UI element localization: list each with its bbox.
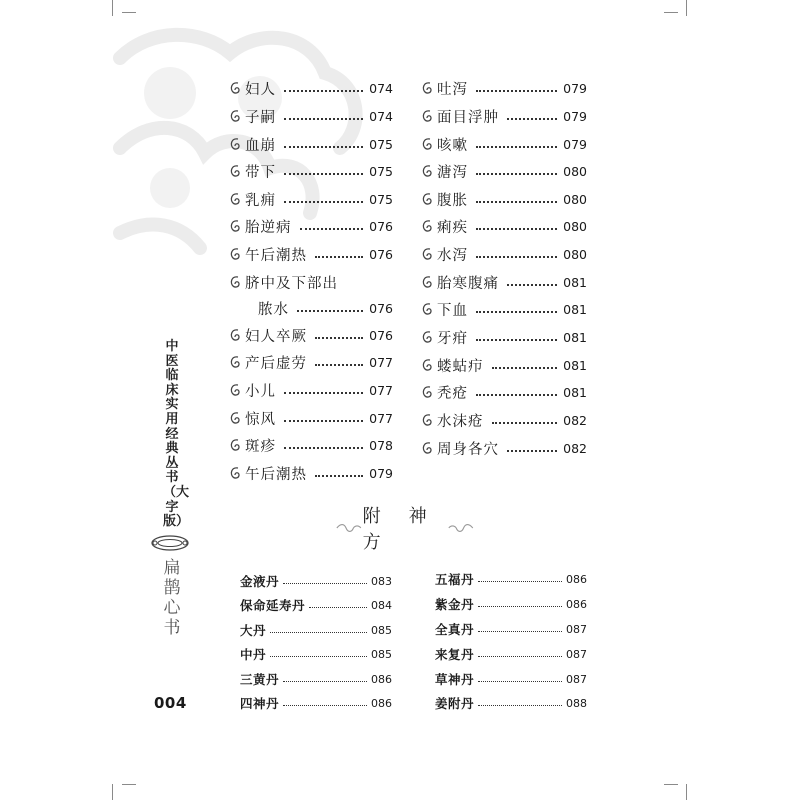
scroll-icon bbox=[228, 383, 242, 397]
toc-entry bbox=[420, 410, 587, 430]
appendix-title: 保命延寿丹 bbox=[240, 598, 306, 613]
appendix-entry bbox=[240, 621, 392, 639]
cloud-emblem-icon bbox=[150, 534, 190, 552]
appendix-title-text: 附 神方 bbox=[362, 506, 432, 553]
toc-page: 075 bbox=[369, 163, 393, 179]
scroll-icon bbox=[420, 219, 434, 233]
toc-title: 咳嗽 bbox=[437, 137, 468, 154]
toc-title: 水泻 bbox=[437, 247, 468, 264]
toc-entry bbox=[420, 189, 587, 209]
dot-leader bbox=[476, 339, 557, 341]
scroll-icon bbox=[420, 247, 434, 261]
toc-page: 080 bbox=[563, 246, 587, 262]
dot-leader bbox=[284, 90, 363, 92]
toc-title: 腹胀 bbox=[437, 192, 468, 209]
toc-title: 脐中及下部出 bbox=[245, 275, 338, 292]
toc-entry bbox=[228, 216, 393, 236]
dot-leader bbox=[507, 118, 557, 120]
toc-entry bbox=[228, 244, 393, 264]
appendix-title: 姜附丹 bbox=[435, 696, 475, 711]
toc-title: 吐泻 bbox=[437, 81, 468, 98]
toc-entry bbox=[228, 408, 393, 428]
dot-leader bbox=[476, 228, 557, 230]
dot-leader bbox=[478, 656, 562, 657]
dot-leader bbox=[507, 450, 557, 452]
toc-entry bbox=[228, 106, 393, 126]
scroll-icon bbox=[420, 81, 434, 95]
toc-title: 乳痈 bbox=[245, 192, 276, 209]
toc-title: 脓水 bbox=[258, 301, 289, 318]
toc-entry bbox=[228, 161, 393, 181]
toc-entry bbox=[228, 380, 393, 400]
toc-title: 小儿 bbox=[245, 383, 276, 400]
appendix-title: 中丹 bbox=[240, 647, 267, 662]
toc-entry bbox=[420, 106, 587, 126]
dot-leader bbox=[478, 606, 562, 607]
scroll-icon bbox=[228, 411, 242, 425]
dot-leader bbox=[283, 705, 367, 706]
dot-leader bbox=[270, 656, 367, 657]
toc-page: 076 bbox=[369, 218, 393, 234]
dot-leader bbox=[507, 284, 557, 286]
toc-page: 078 bbox=[369, 437, 393, 453]
appendix-heading bbox=[335, 506, 475, 553]
appendix-title: 紫金丹 bbox=[435, 597, 475, 612]
appendix-entry bbox=[435, 595, 587, 613]
dot-leader bbox=[476, 201, 557, 203]
dot-leader bbox=[476, 90, 557, 92]
dot-leader bbox=[315, 256, 363, 258]
toc-entry bbox=[420, 244, 587, 264]
toc-page: 077 bbox=[369, 354, 393, 370]
appendix-title: 三黄丹 bbox=[240, 672, 280, 687]
scroll-icon bbox=[420, 275, 434, 289]
appendix-page: 085 bbox=[371, 647, 392, 661]
toc-entry bbox=[228, 352, 393, 372]
toc-entry bbox=[420, 382, 587, 402]
toc-title: 午后潮热 bbox=[245, 466, 307, 483]
appendix-page: 087 bbox=[566, 622, 587, 636]
dot-leader bbox=[284, 420, 363, 422]
toc-entry bbox=[420, 216, 587, 236]
dot-leader bbox=[476, 256, 557, 258]
toc-title: 血崩 bbox=[245, 137, 276, 154]
toc-page: 081 bbox=[563, 301, 587, 317]
dot-leader bbox=[476, 394, 557, 396]
scroll-icon bbox=[420, 137, 434, 151]
toc-title: 惊风 bbox=[245, 411, 276, 428]
toc-title: 带下 bbox=[245, 164, 276, 181]
toc-entry bbox=[228, 435, 393, 455]
dot-leader bbox=[492, 367, 558, 369]
dot-leader bbox=[315, 337, 363, 339]
toc-page: 080 bbox=[563, 191, 587, 207]
toc-page: 076 bbox=[369, 327, 393, 343]
toc-entry bbox=[420, 78, 587, 98]
toc-title: 牙疳 bbox=[437, 330, 468, 347]
toc-title: 痢疾 bbox=[437, 219, 468, 236]
toc-page: 081 bbox=[563, 274, 587, 290]
toc-title: 子嗣 bbox=[245, 109, 276, 126]
appendix-page: 083 bbox=[371, 574, 392, 588]
toc-page: 075 bbox=[369, 136, 393, 152]
appendix-title: 全真丹 bbox=[435, 622, 475, 637]
toc-entry bbox=[228, 272, 393, 292]
dot-leader bbox=[476, 173, 557, 175]
toc-title: 周身各穴 bbox=[437, 441, 499, 458]
toc-title: 溏泻 bbox=[437, 164, 468, 181]
appendix-page: 086 bbox=[566, 597, 587, 611]
appendix-entry bbox=[240, 596, 392, 614]
toc-page: 079 bbox=[563, 136, 587, 152]
toc-entry bbox=[228, 78, 393, 98]
toc-title: 斑疹 bbox=[245, 438, 276, 455]
scroll-icon bbox=[420, 164, 434, 178]
dot-leader bbox=[315, 364, 363, 366]
toc-page: 075 bbox=[369, 191, 393, 207]
dot-leader bbox=[492, 422, 558, 424]
scroll-icon bbox=[228, 275, 242, 289]
dot-leader bbox=[476, 311, 557, 313]
appendix-title: 五福丹 bbox=[435, 572, 475, 587]
series-title: 中医临床实用经典丛书（大字版） bbox=[163, 339, 190, 530]
appendix-page: 084 bbox=[371, 598, 392, 612]
toc-page: 081 bbox=[563, 384, 587, 400]
dot-leader bbox=[309, 607, 367, 608]
appendix-entry bbox=[240, 645, 392, 663]
scroll-icon bbox=[228, 137, 242, 151]
appendix-entry bbox=[240, 572, 392, 590]
toc-title: 面目浮肿 bbox=[437, 109, 499, 126]
dot-leader bbox=[283, 583, 367, 584]
book-title: 扁鹊心书 bbox=[163, 558, 181, 638]
flourish-left-icon bbox=[335, 522, 363, 534]
toc-title: 妇人 bbox=[245, 81, 276, 98]
appendix-page: 086 bbox=[371, 696, 392, 710]
dot-leader bbox=[476, 146, 557, 148]
dot-leader bbox=[315, 475, 363, 477]
toc-title: 水沫疮 bbox=[437, 413, 484, 430]
toc-title: 胎寒腹痛 bbox=[437, 275, 499, 292]
dot-leader bbox=[283, 681, 367, 682]
toc-entry bbox=[228, 325, 393, 345]
scroll-icon bbox=[228, 192, 242, 206]
appendix-entry bbox=[435, 645, 587, 663]
appendix-entry bbox=[240, 694, 392, 712]
scroll-icon bbox=[420, 330, 434, 344]
toc-entry bbox=[228, 134, 393, 154]
dot-leader bbox=[297, 310, 363, 312]
scroll-icon bbox=[228, 466, 242, 480]
toc-page: 082 bbox=[563, 440, 587, 456]
toc-page: 079 bbox=[563, 80, 587, 96]
dot-leader bbox=[478, 631, 562, 632]
toc-title: 妇人卒厥 bbox=[245, 328, 307, 345]
flourish-right-icon bbox=[447, 522, 475, 534]
toc-page: 079 bbox=[369, 465, 393, 481]
appendix-entry bbox=[435, 620, 587, 638]
toc-entry bbox=[420, 272, 587, 292]
appendix-entry bbox=[435, 694, 587, 712]
dot-leader bbox=[284, 392, 363, 394]
scroll-icon bbox=[228, 109, 242, 123]
toc-entry bbox=[420, 134, 587, 154]
toc-page: 074 bbox=[369, 80, 393, 96]
toc-entry bbox=[420, 327, 587, 347]
dot-leader bbox=[478, 581, 562, 582]
toc-entry-continuation bbox=[258, 298, 393, 318]
toc-page: 081 bbox=[563, 357, 587, 373]
toc-page: 080 bbox=[563, 163, 587, 179]
appendix-entry bbox=[240, 670, 392, 688]
scroll-icon bbox=[228, 247, 242, 261]
dot-leader bbox=[284, 146, 363, 148]
toc-entry bbox=[420, 299, 587, 319]
toc-page: 077 bbox=[369, 410, 393, 426]
toc-page: 081 bbox=[563, 329, 587, 345]
scroll-icon bbox=[228, 328, 242, 342]
dot-leader bbox=[284, 201, 363, 203]
scroll-icon bbox=[420, 413, 434, 427]
toc-title: 午后潮热 bbox=[245, 247, 307, 264]
scroll-icon bbox=[420, 109, 434, 123]
appendix-title: 四神丹 bbox=[240, 696, 280, 711]
dot-leader bbox=[284, 173, 363, 175]
toc-entry bbox=[420, 438, 587, 458]
scroll-icon bbox=[228, 81, 242, 95]
dot-leader bbox=[478, 681, 562, 682]
dot-leader bbox=[300, 228, 364, 230]
dot-leader bbox=[270, 632, 367, 633]
scroll-icon bbox=[228, 438, 242, 452]
appendix-page: 086 bbox=[566, 572, 587, 586]
appendix-entry bbox=[435, 570, 587, 588]
toc-entry bbox=[420, 161, 587, 181]
appendix-title: 草神丹 bbox=[435, 672, 475, 687]
scroll-icon bbox=[228, 164, 242, 178]
scroll-icon bbox=[228, 219, 242, 233]
toc-entry bbox=[420, 355, 587, 375]
toc-entry bbox=[228, 189, 393, 209]
appendix-page: 087 bbox=[566, 672, 587, 686]
toc-page: 080 bbox=[563, 218, 587, 234]
toc-title: 秃疮 bbox=[437, 385, 468, 402]
scroll-icon bbox=[228, 355, 242, 369]
scroll-icon bbox=[420, 302, 434, 316]
scroll-icon bbox=[420, 358, 434, 372]
toc-entry bbox=[228, 463, 393, 483]
dot-leader bbox=[284, 447, 363, 449]
toc-page: 079 bbox=[563, 108, 587, 124]
appendix-title: 来复丹 bbox=[435, 647, 475, 662]
dot-leader bbox=[478, 705, 562, 706]
page-number: 004 bbox=[154, 694, 187, 712]
dot-leader bbox=[284, 118, 363, 120]
toc-page: 076 bbox=[369, 246, 393, 262]
appendix-title: 金液丹 bbox=[240, 574, 280, 589]
appendix-title: 大丹 bbox=[240, 623, 267, 638]
toc-title: 产后虚劳 bbox=[245, 355, 307, 372]
toc-page: 077 bbox=[369, 382, 393, 398]
toc-page: 074 bbox=[369, 108, 393, 124]
appendix-entry bbox=[435, 670, 587, 688]
toc-page: 076 bbox=[369, 300, 393, 316]
toc-title: 蝼蛄疖 bbox=[437, 358, 484, 375]
appendix-page: 086 bbox=[371, 672, 392, 686]
scroll-icon bbox=[420, 385, 434, 399]
toc-title: 下血 bbox=[437, 302, 468, 319]
scroll-icon bbox=[420, 441, 434, 455]
appendix-page: 087 bbox=[566, 647, 587, 661]
appendix-page: 085 bbox=[371, 623, 392, 637]
scroll-icon bbox=[420, 192, 434, 206]
appendix-page: 088 bbox=[566, 696, 587, 710]
toc-title: 胎逆病 bbox=[245, 219, 292, 236]
toc-page: 082 bbox=[563, 412, 587, 428]
